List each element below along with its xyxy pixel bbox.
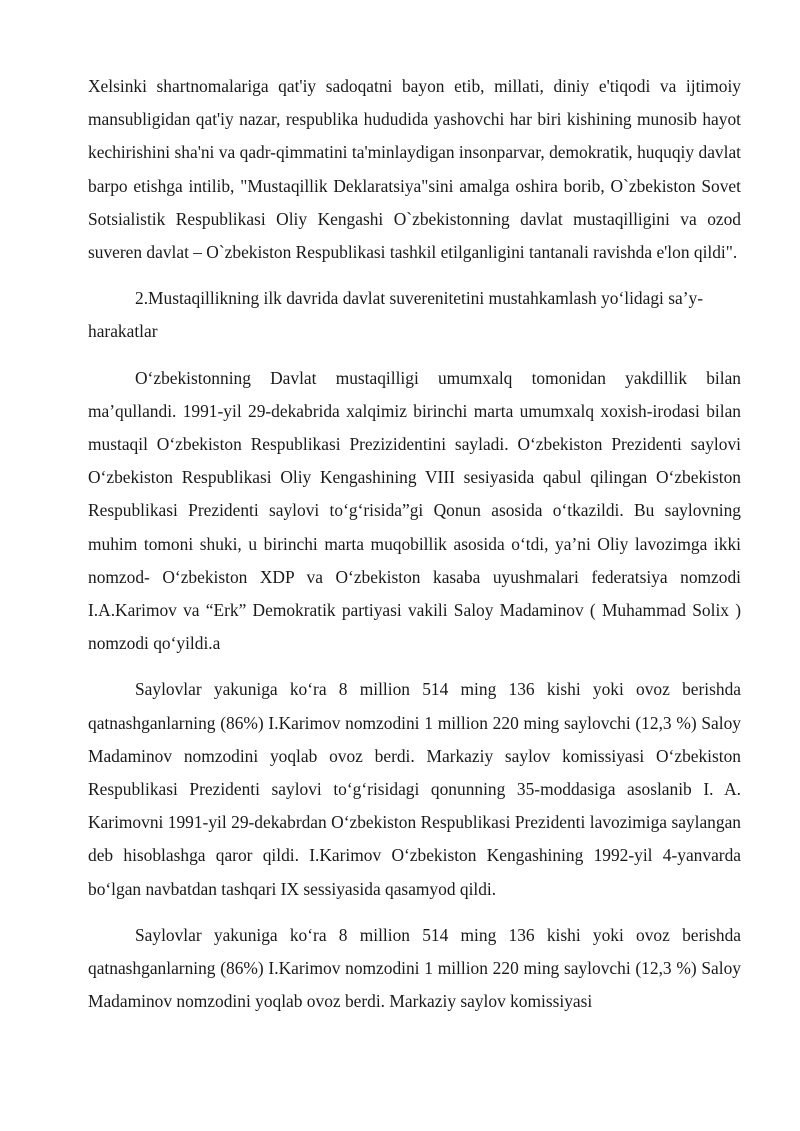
paragraph-election-results: Saylovlar yakuniga ko‘ra 8 million 514 ming 136 kishi yoki ovoz berishda qatnashganlarning (86%) I.Karimov nomzodini 1 million 220 ming saylovchi (12,3 %) Saloy Madaminov nomzodini yoqlab ovoz berdi. Markaziy saylov komissiyasi O‘zbekiston Respublikasi Prezidenti saylovi to‘g‘risidagi qonunning 35-moddasiga asoslanib I. A. Karimovni 1991-yil 29-dekabrdan O‘zbekiston Respublikasi Prezidenti lavozimiga saylangan deb hisoblashga qaror qildi. I.Karimov O‘zbekiston Kengashining 1992-yil 4-yanvarda bo‘lgan navbatdan tashqari IX sessiyasida qasamyod qildi. [88, 679, 741, 899]
paragraph-presidential-election: O‘zbekistonning Davlat mustaqilligi umumxalq tomonidan yakdillik bilan ma’qullandi. 1991-yil 29-dekabrida xalqimiz birinchi marta umumxalq xoxish-irodasi bilan mustaqil O‘zbekiston Respublikasi Prezizidentini sayladi. O‘zbekiston Prezidenti saylovi O‘zbekiston Respublikasi Oliy Kengashining VIII sesiyasida qabul qilingan O‘zbekiston Respublikasi Prezidenti saylovi to‘g‘risida”gi Qonun asosida o‘tkazildi. Bu saylovning muhim tomoni shuki, u birinchi marta muqobillik asosida o‘tdi, ya’ni Oliy lavozimga ikki nomzod- O‘zbekiston XDP va O‘zbekiston kasaba uyushmalari federatsiya nomzodi I.A.Karimov va “Erk” Demokratik partiyasi vakili Saloy Madaminov ( Muhammad Solix ) nomzodi qo‘yildi.a [88, 367, 741, 654]
section-heading: 2.Mustaqillikning ilk davrida davlat suverenitetini mustahkamlash yo‘lidagi sa’y-harakatlar [88, 288, 703, 342]
paragraph-helsinki-declaration: Xelsinki shartnomalariga qat'iy sadoqatni bayon etib, millati, diniy e'tiqodi va ijtimoiy mansubligidan qat'iy nazar, respublika hududida yashovchi har biri kishining munosib hayot kechirishini sha'ni va qadr-qimmatini ta'minlaydigan insonparvar, demokratik, huquqiy davlat barpo etishga intilib, "Mustaqillik Deklaratsiya"sini amalga oshira borib, O`zbekiston Sovet Sotsialistik Respublikasi Oliy Kengashi O`zbekistonning davlat mustaqilligini va ozod suveren davlat – O`zbekiston Respublikasi tashkil etilganligini tantanali ravishda e'lon qildi". [88, 76, 741, 263]
document-page [88, 70, 741, 1031]
paragraph-election-results-repeat: Saylovlar yakuniga ko‘ra 8 million 514 ming 136 kishi yoki ovoz berishda qatnashganlarning (86%) I.Karimov nomzodini 1 million 220 ming saylovchi (12,3 %) Saloy Madaminov nomzodini yoqlab ovoz berdi. Markaziy saylov komissiyasi [88, 924, 741, 1012]
